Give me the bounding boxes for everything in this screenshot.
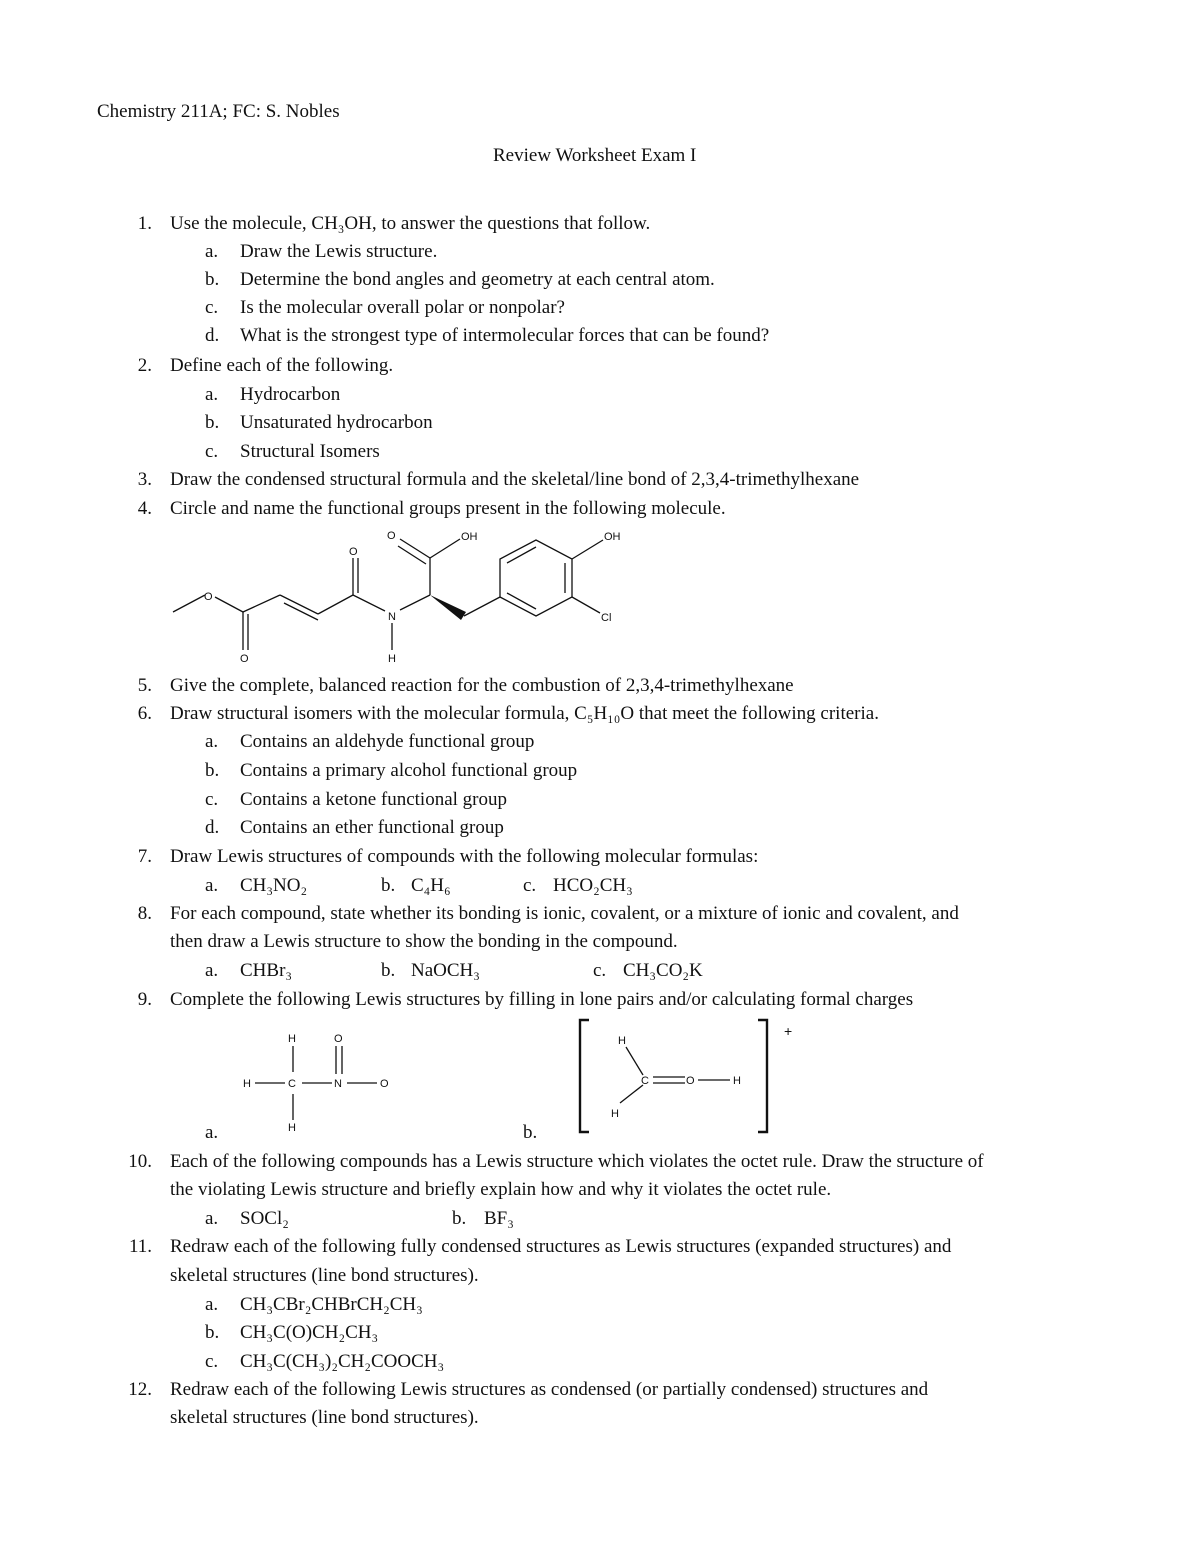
atom-label: O — [240, 653, 249, 665]
question-number: 2. — [137, 355, 152, 376]
part-label: b. — [205, 1322, 220, 1343]
question-text-line2: skeletal structures (line bond structures). — [170, 1265, 479, 1286]
question-text: Complete the following Lewis structures by filling in lone pairs and/or calculating formal charges — [170, 989, 914, 1010]
page-title: Review Worksheet Exam I — [493, 145, 697, 166]
part-label: b. — [205, 760, 220, 781]
question-number: 9. — [137, 989, 152, 1010]
option-label: a. — [205, 960, 219, 981]
question-text: Redraw each of the following fully condensed structures as Lewis structures (expanded structures) and — [170, 1236, 952, 1257]
question-number: 8. — [137, 903, 152, 924]
part-text: What is the strongest type of intermolecular forces that can be found? — [240, 325, 770, 346]
option-label: b. — [452, 1208, 467, 1229]
part-text: Unsaturated hydrocarbon — [240, 412, 433, 433]
option-text: CH₃NO₂ — [240, 875, 308, 896]
part-text: Is the molecular overall polar or nonpolar? — [240, 297, 565, 318]
part-label: a. — [205, 1294, 219, 1315]
atom-label: H — [288, 1033, 296, 1045]
atom-label: O — [387, 530, 396, 542]
question-number: 10. — [128, 1151, 152, 1172]
question-number: 7. — [137, 846, 152, 867]
question-text: Circle and name the functional groups present in the following molecule. — [170, 498, 726, 519]
atom-label: C — [641, 1075, 649, 1087]
part-label: c. — [205, 1351, 219, 1372]
part-text: CH₃CBr₂CHBrCH₂CH₃ — [240, 1294, 423, 1315]
option-label: a. — [205, 875, 219, 896]
atom-label: O — [380, 1078, 389, 1090]
part-label: b. — [205, 412, 220, 433]
question-text: Each of the following compounds has a Lewis structure which violates the octet rule. Draw the structure of — [170, 1151, 984, 1172]
question-text-line2: then draw a Lewis structure to show the bonding in the compound. — [170, 931, 678, 952]
question-number: 3. — [137, 469, 152, 490]
atom-label: C — [288, 1078, 296, 1090]
part-label: c. — [205, 441, 219, 462]
atom-label: O — [349, 546, 358, 558]
question-number: 1. — [137, 213, 152, 234]
option-text: NaOCH₃ — [411, 960, 480, 981]
question-text: Draw structural isomers with the molecular formula, C₅H₁₀O that meet the following criteria. — [170, 703, 879, 724]
question-number: 11. — [128, 1236, 152, 1257]
structure-label: a. — [205, 1122, 219, 1143]
structure-label: b. — [523, 1122, 538, 1143]
atom-label: H — [733, 1075, 741, 1087]
atom-label: N — [388, 611, 396, 623]
question-text: Define each of the following. — [170, 355, 394, 376]
atom-label: H — [288, 1122, 296, 1134]
option-text: SOCl₂ — [240, 1208, 289, 1229]
option-label: c. — [593, 960, 607, 981]
question-text: For each compound, state whether its bonding is ionic, covalent, or a mixture of ionic and covalent, and — [170, 903, 959, 924]
part-label: d. — [205, 325, 220, 346]
course-header: Chemistry 211A; FC: S. Nobles — [97, 101, 340, 122]
part-label: c. — [205, 297, 219, 318]
question-text: Draw Lewis structures of compounds with the following molecular formulas: — [170, 846, 759, 867]
part-label: b. — [205, 269, 220, 290]
part-text: Determine the bond angles and geometry at each central atom. — [240, 269, 715, 290]
option-text: HCO₂CH₃ — [553, 875, 633, 896]
atom-label: H — [243, 1078, 251, 1090]
part-text: Draw the Lewis structure. — [240, 241, 438, 262]
question-text: Draw the condensed structural formula and the skeletal/line bond of 2,3,4-trimethylhexane — [170, 469, 860, 490]
option-text: BF₃ — [484, 1208, 514, 1229]
part-text: Contains a primary alcohol functional group — [240, 760, 578, 781]
part-text: Contains an aldehyde functional group — [240, 731, 535, 752]
option-text: CH₃CO₂K — [623, 960, 703, 981]
part-label: a. — [205, 241, 219, 262]
question-number: 6. — [137, 703, 152, 724]
question-text-line2: the violating Lewis structure and briefly explain how and why it violates the octet rule. — [170, 1179, 832, 1200]
part-label: c. — [205, 789, 219, 810]
question-number: 4. — [137, 498, 152, 519]
option-label: a. — [205, 1208, 219, 1229]
part-label: d. — [205, 817, 220, 838]
atom-label: O — [204, 591, 213, 603]
question-number: 5. — [137, 675, 152, 696]
option-label: b. — [381, 875, 396, 896]
atom-label: Cl — [601, 612, 612, 624]
atom-label: H — [611, 1108, 619, 1120]
part-text: Structural Isomers — [240, 441, 380, 462]
part-text: Contains an ether functional group — [240, 817, 504, 838]
option-text: CHBr₃ — [240, 960, 293, 981]
question-number: 12. — [128, 1379, 152, 1400]
atom-label: O — [334, 1033, 343, 1045]
option-text: C₄H₆ — [411, 875, 451, 896]
part-text: Hydrocarbon — [240, 384, 341, 405]
atom-label: H — [388, 653, 396, 665]
option-label: b. — [381, 960, 396, 981]
option-label: c. — [523, 875, 537, 896]
question-text: Give the complete, balanced reaction for the combustion of 2,3,4-trimethylhexane — [170, 675, 794, 696]
part-text: CH₃C(CH₃)₂CH₂COOCH₃ — [240, 1351, 445, 1372]
atom-label: OH — [604, 531, 621, 543]
atom-label: N — [334, 1078, 342, 1090]
question-text-line2: skeletal structures (line bond structures). — [170, 1407, 479, 1428]
part-text: CH₃C(O)CH₂CH₃ — [240, 1322, 379, 1343]
part-text: Contains a ketone functional group — [240, 789, 507, 810]
atom-label: H — [618, 1035, 626, 1047]
charge-label: + — [784, 1023, 793, 1039]
part-label: a. — [205, 731, 219, 752]
question-text: Use the molecule, CH₃OH, to answer the questions that follow. — [170, 213, 651, 234]
part-label: a. — [205, 384, 219, 405]
atom-label: OH — [461, 531, 478, 543]
question-text: Redraw each of the following Lewis structures as condensed (or partially condensed) structures and — [170, 1379, 929, 1400]
atom-label: O — [686, 1075, 695, 1087]
